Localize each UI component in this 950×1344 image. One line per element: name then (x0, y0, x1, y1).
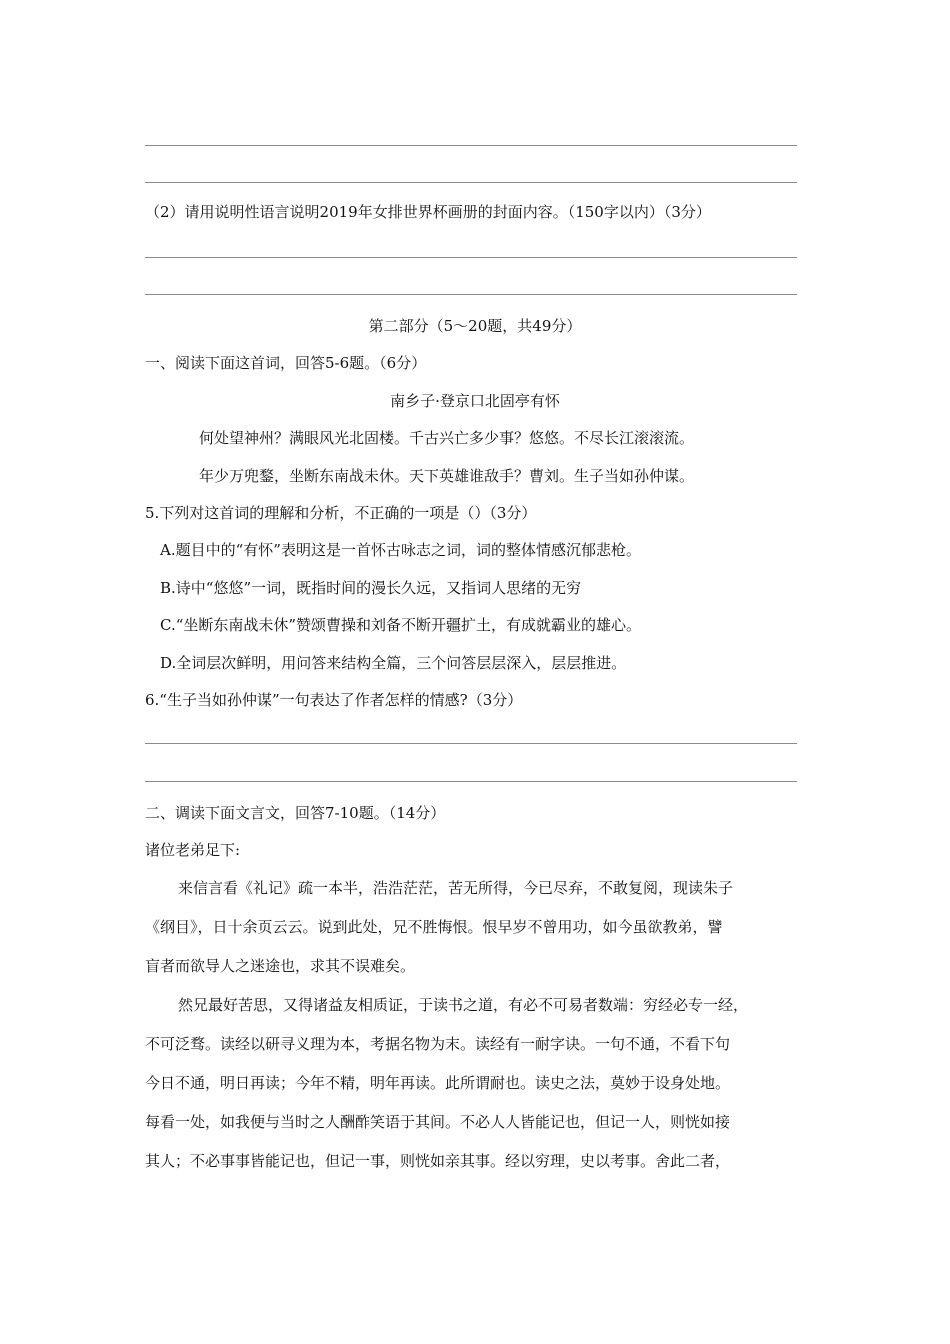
poem-line: 何处望神州？满眼风光北固楼。千古兴亡多少事？悠悠。不尽长江滚滚流。 (199, 429, 695, 447)
answer-line (145, 145, 797, 146)
answer-line (145, 257, 797, 258)
passage-line: 《纲目》，日十余页云云。说到此处，兄不胜悔恨。恨早岁不曾用功，如今虽欲教弟，譬 (145, 918, 723, 936)
section-heading: 二、调读下面文言文，回答7-10题。（14分） (145, 804, 446, 822)
poem-line: 年少万兜鍪，坐断东南战未休。天下英雄谁敌手？曹刘。生子当如孙仲谋。 (199, 467, 695, 485)
option-a: A.题目中的“有怀”表明这是一首怀古咏志之词，词的整体情感沉郁悲枪。 (160, 541, 641, 559)
option-c: C.“坐断东南战未休”赞颂曹操和刘备不断开疆扩土，有成就霸业的雄心。 (160, 616, 642, 634)
passage-line: 然兄最好苦思，又得诸益友相质证，于读书之道，有必不可易者数端：穷经必专一经， (178, 996, 749, 1014)
letter-salutation: 诸位老弟足下: (145, 841, 241, 859)
section-heading: 一、阅读下面这首词，回答5-6题。（6分） (145, 354, 427, 372)
passage-line: 来信言看《礼记》疏一本半，浩浩茫茫，苦无所得，今已尽弃，不敢复阅，现读朱子 (178, 879, 734, 897)
answer-line (145, 294, 797, 295)
option-d: D.全词层次鲜明，用问答来结构全篇，三个问答层层深入，层层推进。 (160, 654, 627, 672)
answer-line (145, 743, 797, 744)
passage-line: 今日不通，明日再读；今年不精，明年再读。此所谓耐也。读史之法，莫妙于设身处地。 (145, 1074, 731, 1092)
question-4-2: （2）请用说明性语言说明2019年女排世界杯画册的封面内容。（150字以内）（3分） (145, 203, 711, 221)
question-5: 5.下列对这首词的理解和分析，不正确的一项是（）（3分） (145, 504, 537, 522)
passage-line: 不可泛骛。读经以研寻义理为本，考据名物为末。读经有一耐字诀。一句不通，不看下句 (145, 1035, 731, 1053)
answer-line (145, 182, 797, 183)
question-6: 6.“生子当如孙仲谋”一句表达了作者怎样的情感?（3分） (145, 691, 523, 709)
passage-line: 每看一处，如我便与当时之人酬酢笑语于其间。不必人人皆能记也，但记一人，则恍如接 (145, 1113, 731, 1131)
option-b: B.诗中“悠悠”一词，既指时间的漫长久远，又指词人思绪的无穷 (160, 579, 582, 597)
passage-line: 其人；不必事事皆能记也，但记一事，则恍如亲其事。经以穷理，史以考事。舍此二者， (145, 1152, 731, 1170)
answer-line (145, 781, 797, 782)
poem-title: 南乡子·登京口北固亭有怀 (390, 392, 560, 410)
part-heading: 第二部分（5～20题，共49分） (368, 317, 582, 335)
passage-line: 盲者而欲导人之迷途也，求其不误难矣。 (145, 957, 416, 975)
